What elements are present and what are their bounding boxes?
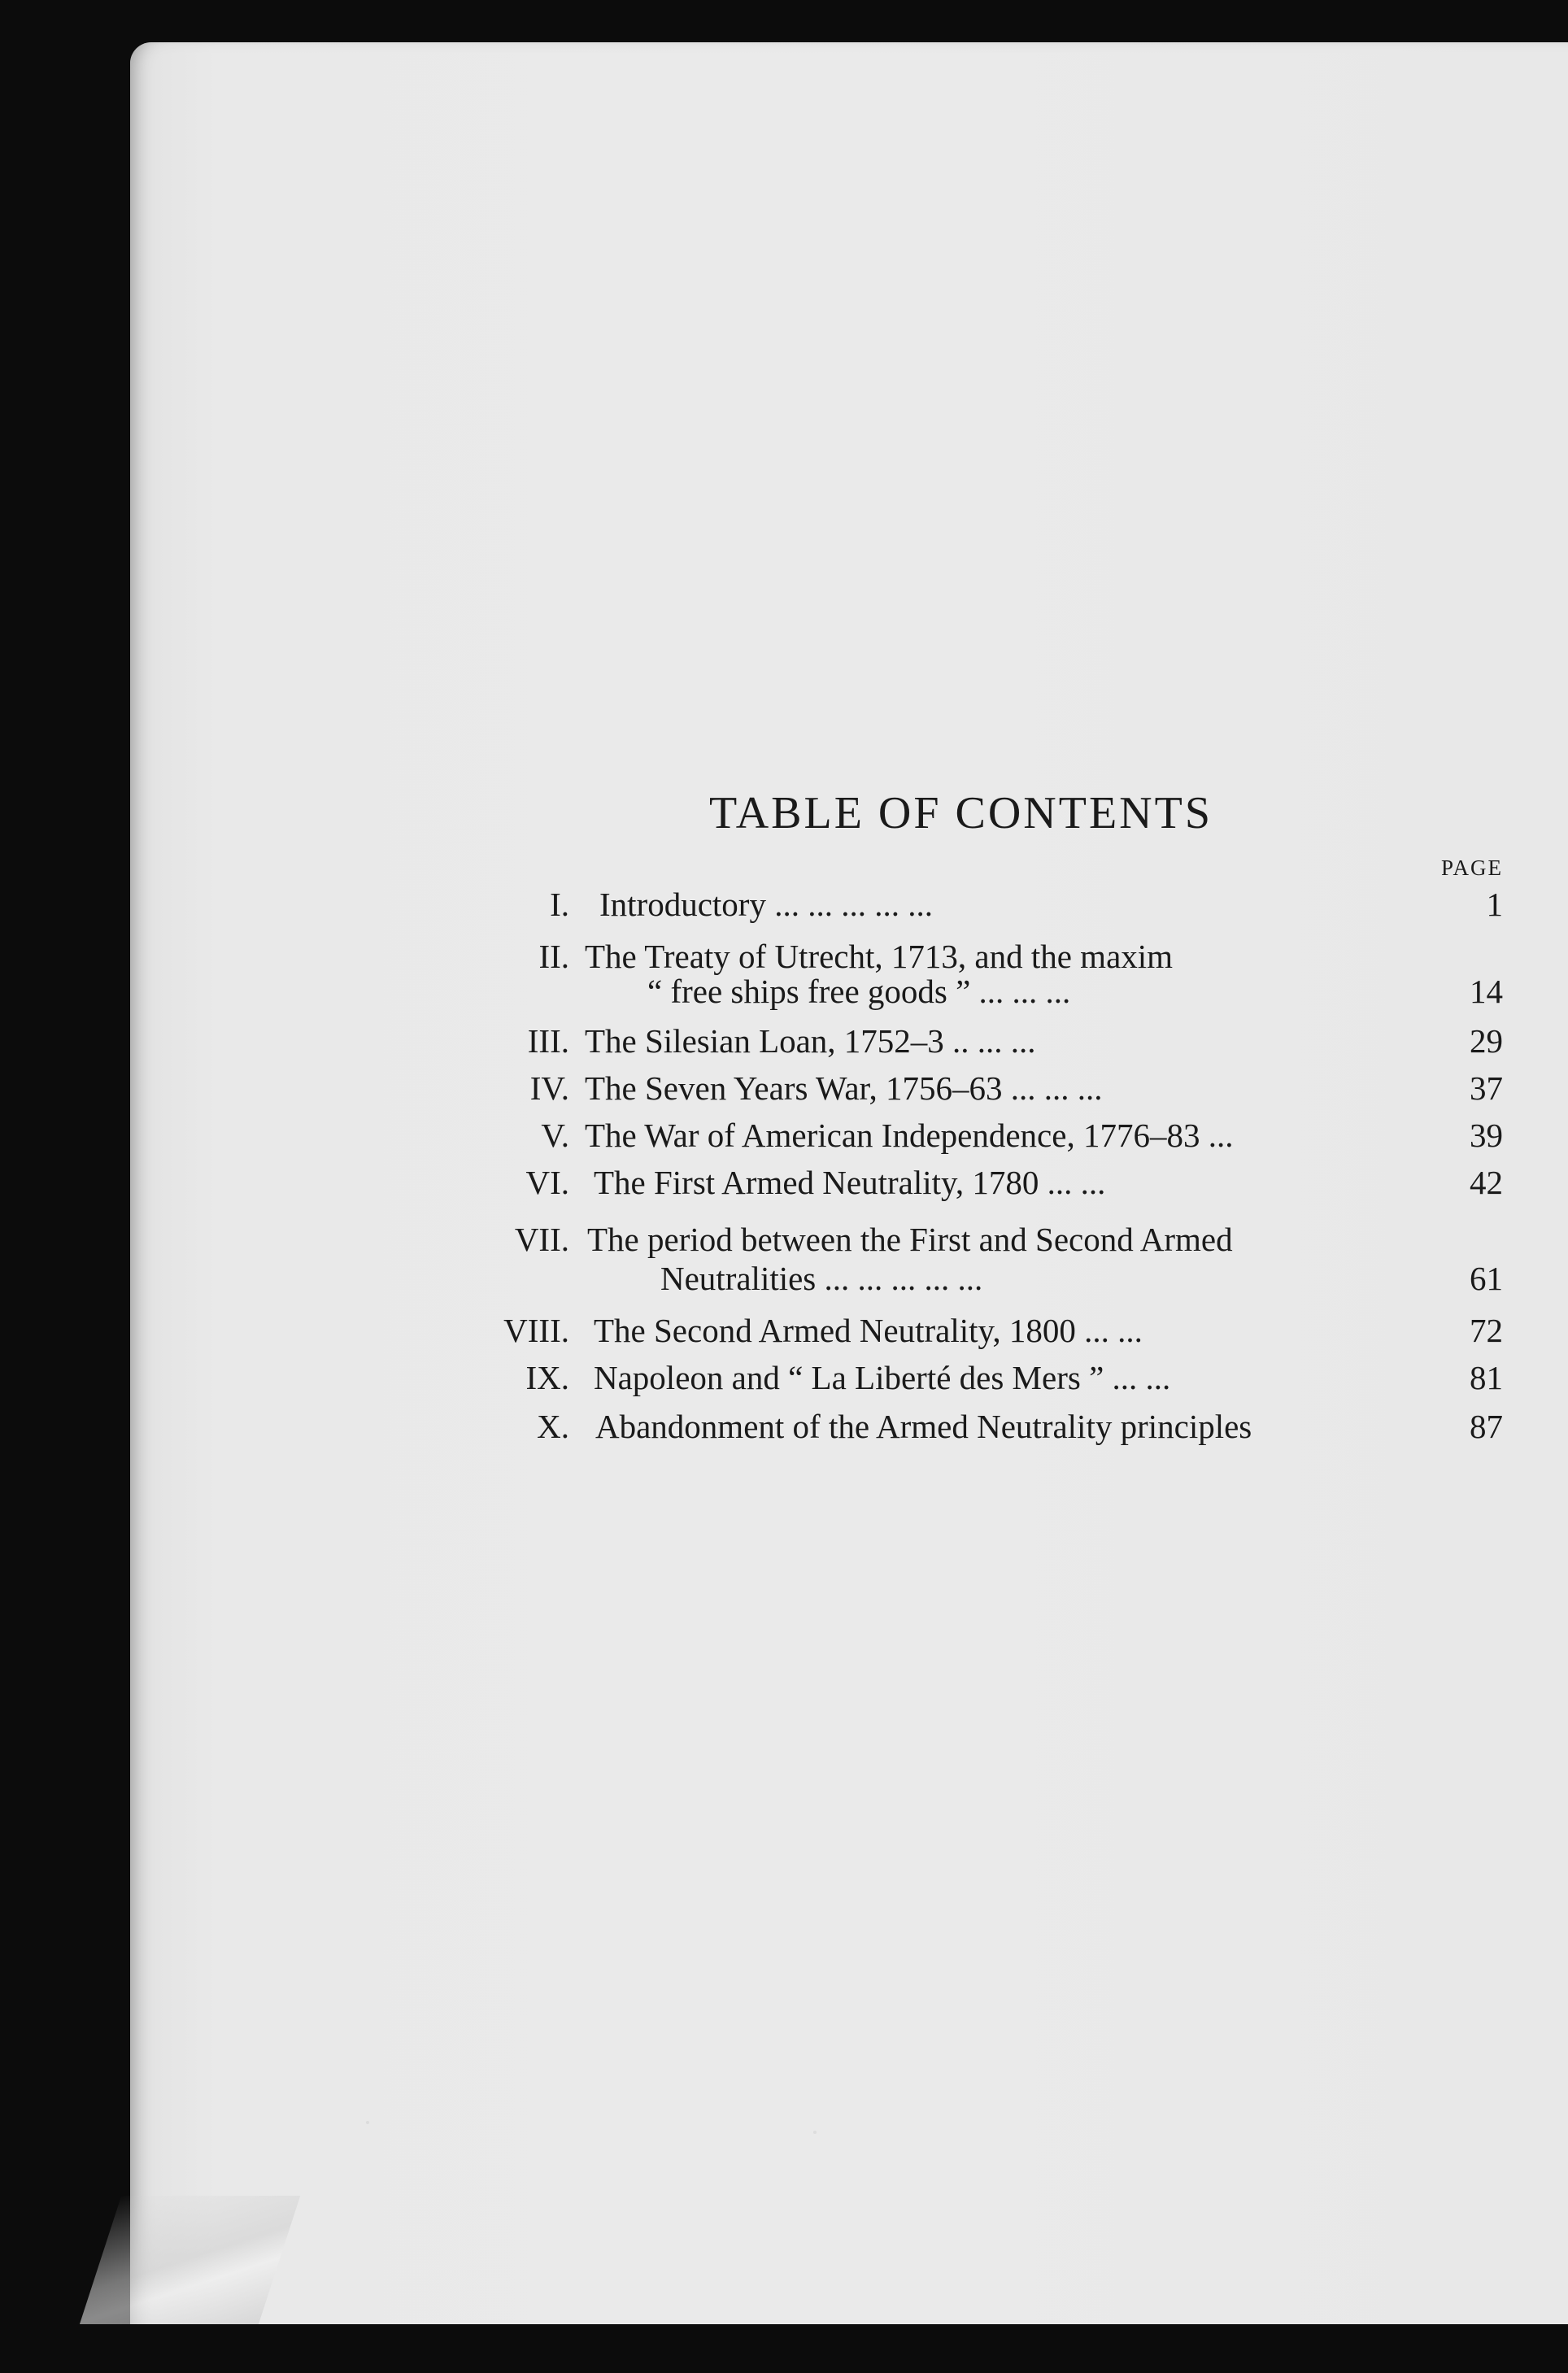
chapter-number: VII. [514, 1221, 569, 1258]
chapter-title: Abandonment of the Armed Neutrality principles [595, 1408, 1252, 1445]
page-number: 72 [1470, 1312, 1503, 1349]
page-number: 29 [1470, 1022, 1503, 1060]
chapter-title: The Second Armed Neutrality, 1800 ... ... [594, 1312, 1143, 1349]
chapter-title: The period between the First and Second Armed [587, 1221, 1233, 1258]
page-title: TABLE OF CONTENTS [709, 788, 1213, 838]
chapter-number: III. [527, 1022, 569, 1060]
chapter-title: Introductory ... ... ... ... ... [599, 886, 933, 923]
page-number: 81 [1470, 1359, 1503, 1396]
chapter-number: IV. [529, 1069, 569, 1107]
page-column-label: PAGE [1440, 856, 1503, 880]
page-number: 42 [1470, 1164, 1503, 1201]
page-number: 39 [1470, 1117, 1503, 1154]
page-number: 61 [1470, 1260, 1503, 1297]
chapter-number: II. [538, 938, 569, 975]
chapter-title: The Silesian Loan, 1752–3 .. ... ... [585, 1022, 1036, 1060]
chapter-title: The Treaty of Utrecht, 1713, and the maxim [585, 938, 1174, 975]
chapter-title: Napoleon and “ La Liberté des Mers ” ... ... [594, 1359, 1171, 1396]
chapter-title-continued: “ free ships free goods ” ... ... ... [647, 973, 1071, 1010]
page-number: 14 [1470, 973, 1503, 1010]
chapter-title: The First Armed Neutrality, 1780 ... ... [594, 1164, 1106, 1201]
chapter-number: VI. [525, 1164, 569, 1201]
page-number: 1 [1486, 886, 1503, 923]
chapter-number: I. [550, 886, 569, 923]
chapter-number: IX. [525, 1359, 569, 1396]
chapter-title-continued: Neutralities ... ... ... ... ... [660, 1260, 983, 1297]
chapter-number: X. [537, 1408, 569, 1445]
page-number: 37 [1470, 1069, 1503, 1107]
page-number: 87 [1470, 1408, 1503, 1445]
chapter-number: V. [541, 1117, 569, 1154]
chapter-title: The War of American Independence, 1776–83 ... [585, 1117, 1234, 1154]
chapter-title: The Seven Years War, 1756–63 ... ... ... [585, 1069, 1103, 1107]
chapter-number: VIII. [503, 1312, 569, 1349]
